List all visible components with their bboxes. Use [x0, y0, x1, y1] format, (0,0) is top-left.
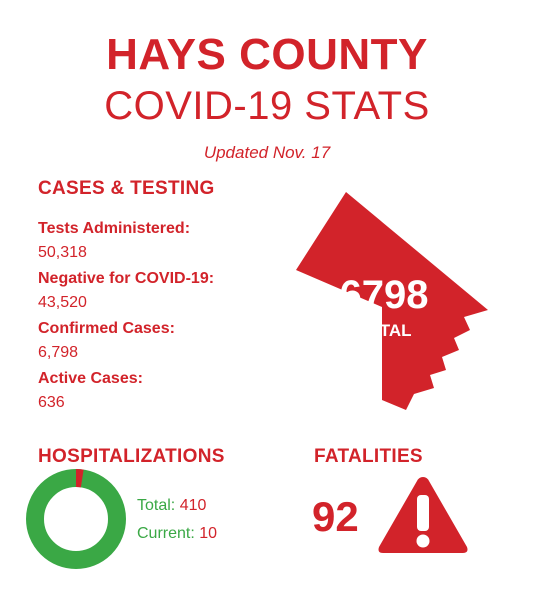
active-cases-label: Active Cases: [38, 370, 143, 387]
donut-total-ring [35, 478, 117, 560]
hosp-current [137, 525, 217, 543]
hays-county-map-icon [296, 192, 488, 410]
hospitalizations-donut-chart [24, 467, 128, 571]
map-total-number: 6798 [339, 273, 429, 317]
map-total-label: TOTAL [356, 321, 412, 340]
negative-label: Negative for COVID-19: [38, 270, 215, 287]
confirmed-cases-label: Confirmed Cases: [38, 320, 175, 337]
hosp-total-label: Total: [137, 497, 176, 514]
tests-administered-label: Tests Administered: [38, 220, 191, 237]
fatalities-value: 92 [312, 493, 359, 540]
hosp-current-value: 10 [199, 525, 218, 542]
active-cases-value: 636 [38, 394, 65, 411]
title-line-2: COVID-19 STATS [104, 84, 430, 128]
hosp-current-label: Current: [137, 525, 195, 542]
negative-value: 43,520 [38, 294, 87, 311]
updated-date: Updated Nov. 17 [203, 143, 331, 162]
tests-administered-value: 50,318 [38, 244, 87, 261]
warning-triangle-icon [377, 475, 469, 555]
hospitalizations-heading: HOSPITALIZATIONS [38, 446, 225, 467]
warning-exclamation-dot [417, 535, 430, 548]
fatalities-heading: FATALITIES [314, 446, 423, 467]
cases-testing-heading: CASES & TESTING [38, 178, 215, 199]
title-line-1: HAYS COUNTY [106, 30, 428, 79]
confirmed-cases-value: 6,798 [38, 344, 79, 361]
hosp-total-value: 410 [179, 497, 207, 514]
warning-exclamation-bar [417, 495, 429, 531]
hosp-total [137, 497, 206, 515]
